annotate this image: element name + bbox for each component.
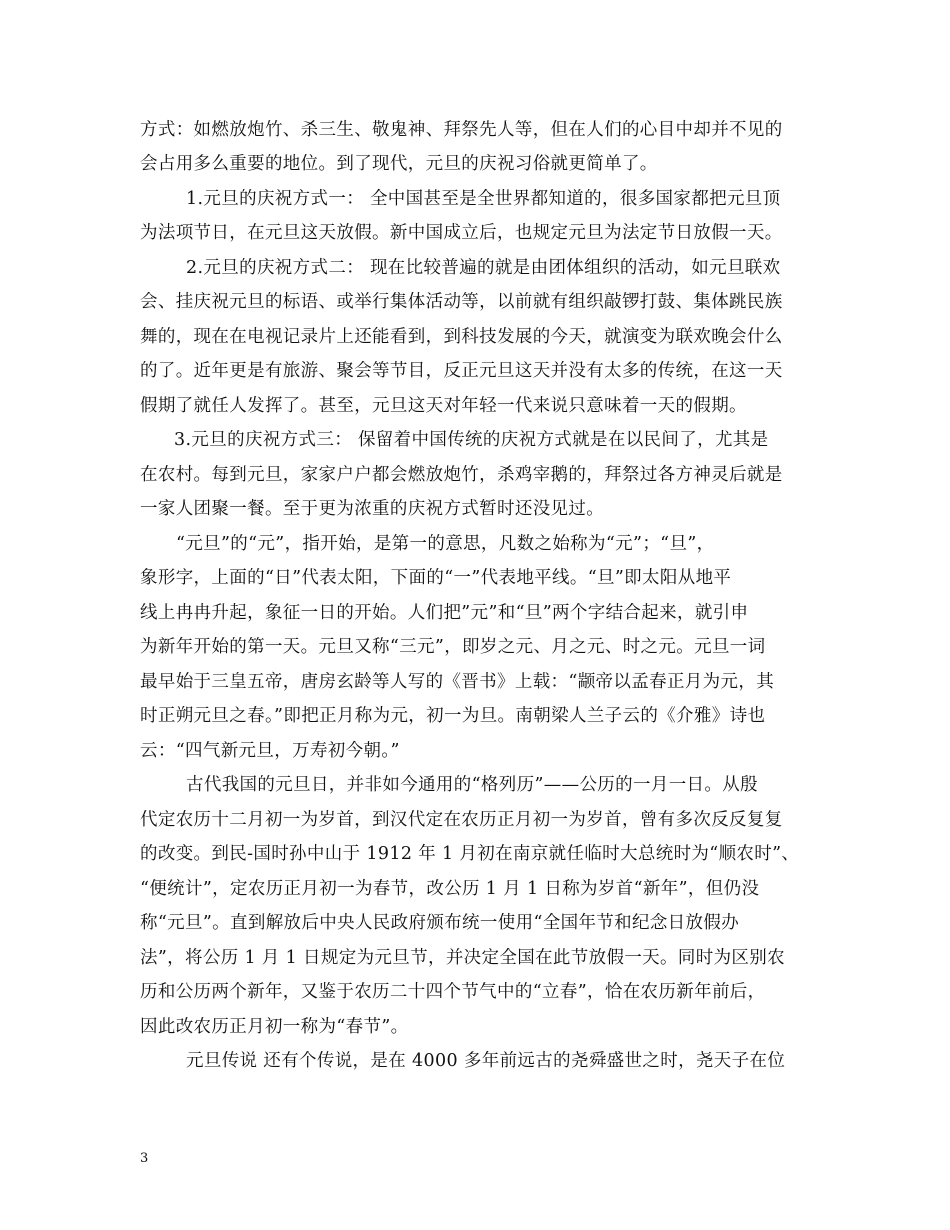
text-line: 称“元旦”。直到解放后中央人民政府颁布统一使用“全国年节和纪念日放假办	[140, 913, 740, 933]
text-line: 时正朔元旦之春。”即把正月称为元，初一为旦。南朝梁人兰子云的《介雅》诗也	[140, 706, 766, 726]
text-line: 为新年开始的第一天。元旦又称“三元”，即岁之元、月之元、时之元。元旦一词	[140, 637, 766, 657]
text-line: 会占用多么重要的地位。到了现代，元旦的庆祝习俗就更简单了。	[140, 154, 658, 174]
text-line: 会、挂庆祝元旦的标语、或举行集体活动等，以前就有组织敲锣打鼓、集体跳民族	[140, 292, 783, 312]
text-line: 线上冉冉升起，象征一日的开始。人们把”元”和“旦”两个字结合起来，就引申	[140, 603, 749, 623]
text-line: 元旦传说 还有个传说，是在 4000 多年前远古的尧舜盛世之时，尧天子在位	[186, 1051, 786, 1071]
text-line: 3.元旦的庆祝方式三： 保留着中国传统的庆祝方式就是在以民间了，尤其是	[174, 430, 769, 450]
text-line: 一家人团聚一餐。至于更为浓重的庆祝方式暂时还没见过。	[140, 499, 605, 519]
text-line: 历和公历两个新年，又鉴于农历二十四个节气中的“立春”，恰在农历新年前后，	[140, 982, 766, 1002]
text-line: “元旦”的“元”，指开始，是第一的意思，凡数之始称为“元”；“旦”，	[176, 534, 715, 554]
text-line: 方式：如燃放炮竹、杀三生、敬鬼神、拜祭先人等，但在人们的心目中却并不见的	[140, 120, 783, 140]
text-line: “便统计”，定农历正月初一为春节，改公历 1 月 1 日称为岁首“新年”，但仍没	[140, 879, 760, 899]
page-number: 3	[140, 1151, 149, 1166]
text-line: 古代我国的元旦日，并非如今通用的“格列历”——公历的一月一日。从殷	[186, 775, 758, 795]
text-line: 2.元旦的庆祝方式二： 现在比较普遍的就是由团体组织的活动，如元旦联欢	[186, 258, 781, 278]
text-line: 为法项节日，在元旦这天放假。新中国成立后，也规定元旦为法定节日放假一天。	[140, 223, 783, 243]
text-line: 因此改农历正月初一称为“春节”。	[140, 1017, 409, 1037]
text-line: 在农村。每到元旦，家家户户都会燃放炮竹，杀鸡宰鹅的，拜祭过各方神灵后就是	[140, 465, 783, 485]
text-line: 象形字，上面的“日”代表太阳，下面的“一”代表地平线。“旦”即太阳从地平	[140, 568, 732, 588]
text-line: 云：“四气新元旦，万寿初今朝。”	[140, 741, 400, 761]
text-line: 假期了就任人发挥了。甚至，元旦这天对年轻一代来说只意味着一天的假期。	[140, 396, 747, 416]
text-line: 舞的，现在在电视记录片上还能看到，到科技发展的今天，就演变为联欢晚会什么	[140, 327, 783, 347]
text-line: 代定农历十二月初一为岁首，到汉代定在农历正月初一为岁首，曾有多次反反复复	[140, 810, 783, 830]
text-line: 的改变。到民-国时孙中山于 1912 年 1 月初在南京就任临时大总统时为“顺农时”、	[140, 844, 800, 864]
text-line: 最早始于三皇五帝，唐房玄龄等人写的《晋书》上载：“颛帝以孟春正月为元，其	[140, 672, 775, 692]
text-line: 1.元旦的庆祝方式一： 全中国甚至是全世界都知道的，很多国家都把元旦顶	[186, 189, 781, 209]
text-line: 法”，将公历 1 月 1 日规定为元旦节，并决定全国在此节放假一天。同时为区别农	[140, 948, 785, 968]
text-line: 的了。近年更是有旅游、聚会等节目，反正元旦这天并没有太多的传统，在这一天	[140, 361, 783, 381]
